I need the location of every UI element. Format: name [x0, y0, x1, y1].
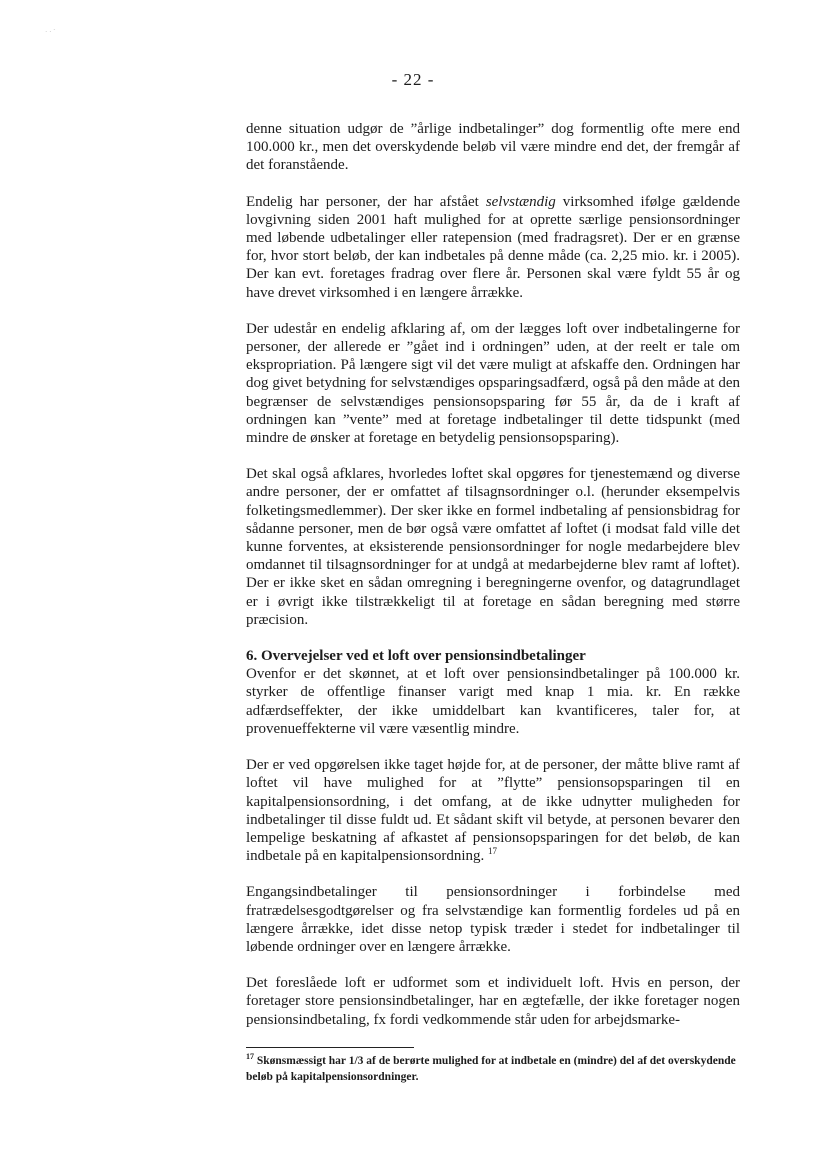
paragraph-5: Ovenfor er det skønnet, at et loft over pensionsindbetalinger på 100.000 kr. styrker de offentlige finanser varigt med knap 1 mia. kr. En række adfærdseffekter, der ikke umiddelbart kan kvantificeres, taler for, at provenueffekterne vil være væsentlig mindre.	[246, 666, 740, 737]
footnote-reference[interactable]: 17	[488, 846, 498, 857]
paragraph-1: denne situation udgør de ”årlige indbetalinger” dog formentlig ofte mere end 100.000 kr., men det overskydende beløb vil være mindre end det, der fremgår af det foranstående.	[246, 121, 740, 174]
paragraph-2-part-a: Endelig har personer, der har afstået	[246, 193, 486, 210]
page-number: - 22 -	[391, 70, 435, 89]
paragraph-2	[246, 193, 740, 302]
italic-term: selvstændig	[485, 193, 556, 210]
footnote-divider	[246, 1047, 414, 1048]
footnote-number: 17	[246, 1052, 254, 1062]
paragraph-4: Det skal også afklares, hvorledes loftet skal opgøres for tjenestemænd og diverse andre personer, der er omfattet af tilsagnsordninger o.l. (herunder eksempelvis folketingsmedlemmer). Der sker ikke en formel indbetaling af pensionsbidrag for sådanne personer, men de bør også være omfattet af loftet (i modsat fald ville det kunne forventes, at eksisterende pensionsordninger for nogle medarbejdere blev omdannet til tilsagnsordninger for at undgå at medarbejderne blev ramt af loftet). Der er ikke sket en sådan omregning i beregningerne ovenfor, og datagrundlaget er i øvrigt ikke tilstrækkeligt til at foretage en sådan beregning med større præcision.	[246, 466, 740, 628]
footnote	[246, 1053, 740, 1085]
paragraph-6	[246, 756, 740, 865]
document-body	[246, 120, 740, 1047]
section-heading: 6. Overvejelser ved et loft over pensionsindbetalinger	[246, 648, 586, 665]
paragraph-6-text: Der er ved opgørelsen ikke taget højde for, at de personer, der måtte blive ramt af loftet vil have mulighed for at ”flytte” pensionsopsparingen til en kapitalpensionsordning, i det omfang, at de ikke udnytter muligheden for indbetalinger til disse fuldt ud. Et sådant skift vil betyde, at personen bevarer den lempelige beskatning af afkastet af pensionsopsparingen for det beløb, de kan indbetale på en kapitalpensionsordning.	[246, 757, 740, 865]
scan-marks: · · ´	[45, 28, 56, 36]
paragraph-3: Der udestår en endelig afklaring af, om der lægges loft over indbetalingerne for personer, der allerede er ”gået ind i ordningen” uden, at der reelt er tale om ekspropriation. På længere sigt vil det være muligt at afskaffe den. Ordningen har dog givet betydning for selvstændiges opsparingsadfærd, også på den måde at den begrænser de selvstændiges pensionsopsparing før 55 år, da de i kraft af ordningen kan ”vente” med at foretage indbetalinger til dette tidspunkt (med mindre de ønsker at foretage en betydelig pensionsopsparing).	[246, 320, 740, 447]
paragraph-2-part-b: virksomhed ifølge gældende lovgivning siden 2001 haft mulighed for at oprette særlige pensionsordninger med løbende udbetalinger eller ratepension (med fradragsret). Der er en grænse for, hvor stort beløb, der kan indbetales på denne måde (ca. 2,25 mio. kr. i 2005). Der kan evt. foretages fradrag over flere år. Personen skal være fyldt 55 år og have drevet virksomhed i en længere årrække.	[246, 193, 740, 301]
footnote-text: Skønsmæssigt har 1/3 af de berørte mulighed for at indbetale en (mindre) del af det overskydende beløb på kapitalpensionsordninger.	[246, 1055, 736, 1083]
paragraph-7: Engangsindbetalinger til pensionsordninger i forbindelse med fratrædelsesgodtgørelser og fra selvstændige kan formentlig fordeles ud på en længere årrække, idet disse netop typisk træder i stedet for indbetalinger til løbende ordninger over en længere årrække.	[246, 884, 740, 955]
paragraph-8: Det foreslåede loft er udformet som et individuelt loft. Hvis en person, der foretager store pensionsindbetalinger, har en ægtefælle, der ikke foretager nogen pensionsindbetaling, fx fordi vedkommende står uden for arbejdsmarke-	[246, 975, 740, 1028]
